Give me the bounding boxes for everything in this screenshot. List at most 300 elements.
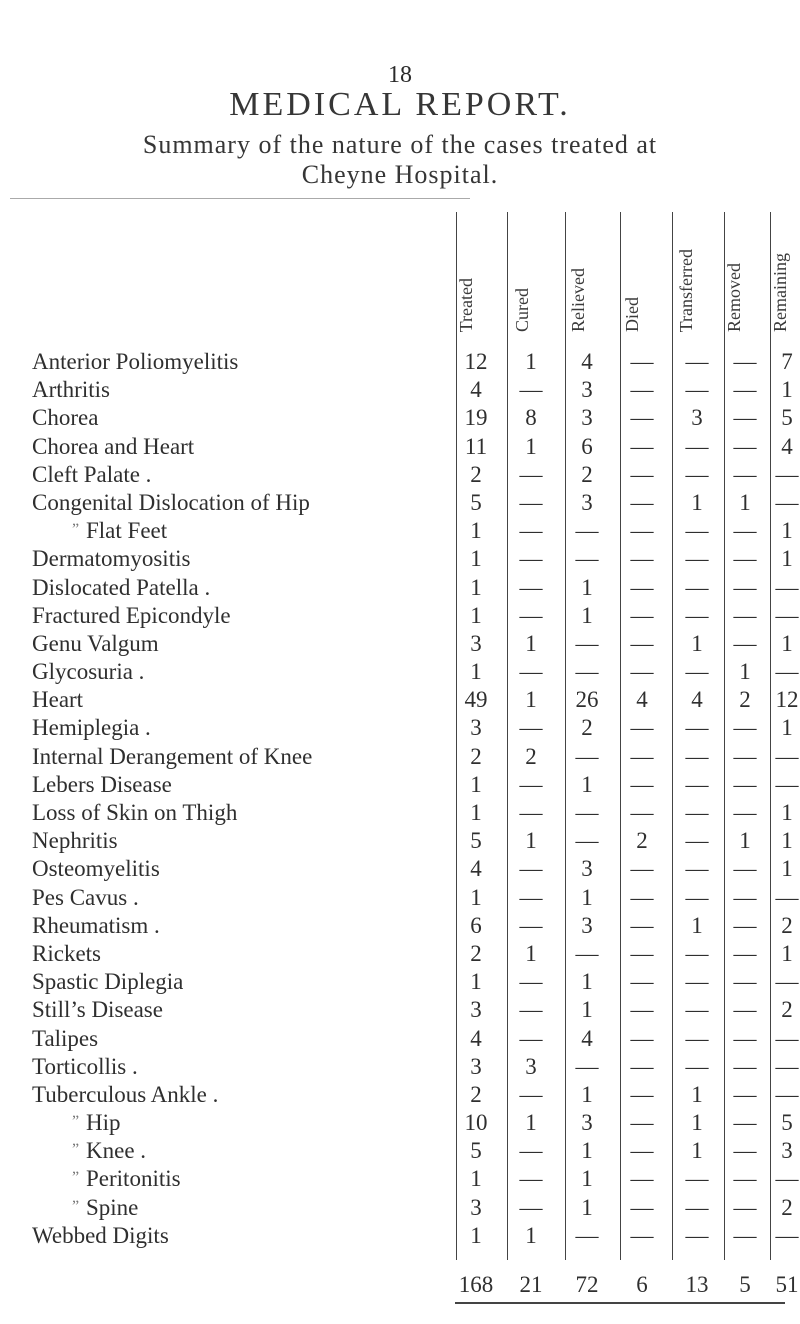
cell-cured: 1 bbox=[525, 687, 537, 713]
cell-relieved: 1 bbox=[581, 969, 593, 995]
table-row bbox=[0, 827, 800, 855]
cell-treated: 1 bbox=[470, 518, 482, 544]
cell-relieved: 3 bbox=[581, 1110, 593, 1136]
table-row bbox=[0, 433, 800, 461]
totals-row bbox=[0, 1270, 800, 1300]
cell-remaining: 1 bbox=[781, 546, 793, 572]
row-label: Nephritis bbox=[32, 828, 118, 854]
row-label: Heart bbox=[32, 687, 84, 713]
table-row bbox=[0, 1194, 800, 1222]
cell-removed: — bbox=[733, 1166, 757, 1192]
cell-remaining: 5 bbox=[781, 405, 793, 431]
row-label: Pes Cavus . bbox=[32, 884, 139, 910]
cell-removed: — bbox=[733, 969, 757, 995]
cell-treated: 1 bbox=[470, 1166, 482, 1192]
cell-cured: 1 bbox=[525, 630, 537, 656]
cell-cured: — bbox=[519, 771, 543, 797]
cell-transferred: — bbox=[685, 377, 709, 403]
table-row bbox=[0, 771, 800, 799]
cell-treated: 12 bbox=[464, 349, 488, 374]
table-row bbox=[0, 376, 800, 404]
row-label: Rickets bbox=[32, 940, 101, 966]
cell-treated: 6 bbox=[470, 912, 482, 938]
cell-transferred: 4 bbox=[691, 687, 703, 713]
cell-transferred: — bbox=[685, 884, 709, 910]
row-label: Rheumatism . bbox=[32, 912, 160, 938]
total-died: 6 bbox=[636, 1272, 648, 1297]
cell-remaining: 1 bbox=[781, 518, 793, 544]
cell-cured: — bbox=[519, 659, 543, 685]
row-label: Osteomyelitis bbox=[32, 856, 160, 882]
cell-treated: 3 bbox=[470, 997, 482, 1023]
row-label: Peritonitis bbox=[86, 1166, 181, 1192]
cell-cured: — bbox=[519, 602, 543, 628]
cell-died: — bbox=[630, 1166, 654, 1192]
cell-remaining: 12 bbox=[775, 687, 799, 713]
table-row bbox=[0, 714, 800, 742]
report-subtitle-line-1: Summary of the nature of the cases treated at bbox=[142, 130, 658, 159]
table-row bbox=[0, 968, 800, 996]
cell-treated: 3 bbox=[470, 1194, 482, 1220]
table-row bbox=[0, 855, 800, 883]
cell-relieved: 4 bbox=[581, 349, 593, 374]
row-label: Glycosuria . bbox=[32, 659, 145, 685]
cell-transferred: — bbox=[685, 715, 709, 741]
cell-cured: — bbox=[519, 1138, 543, 1164]
cell-cured: 2 bbox=[525, 743, 537, 769]
cell-treated: 1 bbox=[470, 546, 482, 572]
cell-remaining: 1 bbox=[781, 715, 793, 741]
cell-transferred: — bbox=[685, 546, 709, 572]
cell-transferred: — bbox=[685, 602, 709, 628]
row-label: Spastic Diplegia bbox=[32, 969, 184, 995]
cell-treated: 4 bbox=[470, 1025, 482, 1051]
cell-treated: 5 bbox=[470, 489, 482, 515]
cell-died: — bbox=[630, 1194, 654, 1220]
cell-relieved: — bbox=[575, 1222, 599, 1248]
cell-remaining: — bbox=[775, 884, 799, 910]
cell-removed: — bbox=[733, 433, 757, 459]
table-row bbox=[0, 658, 800, 686]
table-row bbox=[0, 1109, 800, 1137]
cell-died: — bbox=[630, 997, 654, 1023]
table-row bbox=[0, 912, 800, 940]
cell-transferred: 3 bbox=[691, 405, 703, 431]
row-label: Spine bbox=[86, 1194, 139, 1220]
cell-cured: — bbox=[519, 1194, 543, 1220]
cell-died: — bbox=[630, 659, 654, 685]
ditto-mark: ” bbox=[72, 1113, 80, 1131]
cell-cured: — bbox=[519, 574, 543, 600]
total-remaining: 51 bbox=[775, 1272, 799, 1297]
cell-died: — bbox=[630, 1138, 654, 1164]
cell-treated: 2 bbox=[470, 940, 482, 966]
row-label: Arthritis bbox=[32, 377, 110, 403]
cell-removed: — bbox=[733, 546, 757, 572]
cell-treated: 1 bbox=[470, 659, 482, 685]
cell-transferred: 1 bbox=[691, 1081, 703, 1107]
cell-removed: — bbox=[733, 377, 757, 403]
cell-remaining: 1 bbox=[781, 800, 793, 825]
total-removed: 5 bbox=[739, 1272, 751, 1297]
cell-cured: 1 bbox=[525, 349, 537, 374]
cell-died: — bbox=[630, 1110, 654, 1136]
column-header-removed: Removed bbox=[724, 263, 744, 332]
cell-remaining: 2 bbox=[781, 1194, 793, 1220]
cell-died: — bbox=[630, 800, 654, 825]
row-label: Hemiplegia . bbox=[32, 715, 151, 741]
column-header-died: Died bbox=[622, 297, 642, 332]
row-label: Congenital Dislocation of Hip bbox=[32, 489, 310, 515]
column-header-transferred: Transferred bbox=[676, 248, 696, 332]
row-label: Tuberculous Ankle . bbox=[32, 1081, 219, 1107]
cell-remaining: — bbox=[775, 489, 799, 515]
cell-removed: — bbox=[733, 630, 757, 656]
cell-removed: — bbox=[733, 997, 757, 1023]
row-label: Cleft Palate . bbox=[32, 461, 152, 487]
cell-removed: — bbox=[733, 856, 757, 882]
cell-relieved: 3 bbox=[581, 856, 593, 882]
cell-relieved: 3 bbox=[581, 377, 593, 403]
cell-transferred: — bbox=[685, 1222, 709, 1248]
cell-transferred: — bbox=[685, 828, 709, 854]
cell-relieved: 6 bbox=[581, 433, 593, 459]
cell-cured: — bbox=[519, 461, 543, 487]
row-label: Chorea and Heart bbox=[32, 433, 195, 459]
column-header-treated: Treated bbox=[456, 277, 476, 332]
table-row bbox=[0, 404, 800, 432]
cell-removed: — bbox=[733, 912, 757, 938]
cell-remaining: — bbox=[775, 574, 799, 600]
cell-remaining: 1 bbox=[781, 940, 793, 966]
cell-transferred: 1 bbox=[691, 1138, 703, 1164]
table-row bbox=[0, 1222, 800, 1250]
cell-remaining: 1 bbox=[781, 856, 793, 882]
cell-transferred: — bbox=[685, 743, 709, 769]
cell-transferred: — bbox=[685, 1166, 709, 1192]
cell-cured: — bbox=[519, 1081, 543, 1107]
cell-died: — bbox=[630, 630, 654, 656]
row-label: Anterior Poliomyelitis bbox=[32, 349, 239, 374]
page-number: 18 bbox=[388, 62, 412, 88]
cell-cured: — bbox=[519, 377, 543, 403]
cell-relieved: 3 bbox=[581, 912, 593, 938]
cell-transferred: — bbox=[685, 574, 709, 600]
cell-died: — bbox=[630, 969, 654, 995]
cell-treated: 1 bbox=[470, 969, 482, 995]
table-row bbox=[0, 574, 800, 602]
cell-transferred: — bbox=[685, 997, 709, 1023]
row-label: Fractured Epicondyle bbox=[32, 602, 231, 628]
cell-died: — bbox=[630, 433, 654, 459]
ditto-mark: ” bbox=[72, 1169, 80, 1187]
total-cured: 21 bbox=[519, 1272, 543, 1297]
cell-removed: — bbox=[733, 1222, 757, 1248]
cell-transferred: — bbox=[685, 771, 709, 797]
column-header-cured: Cured bbox=[512, 288, 532, 332]
cell-cured: — bbox=[519, 912, 543, 938]
table-row bbox=[0, 461, 800, 489]
cell-remaining: — bbox=[775, 1081, 799, 1107]
cell-treated: 1 bbox=[470, 884, 482, 910]
cell-remaining: 4 bbox=[781, 433, 793, 459]
cell-removed: — bbox=[733, 1081, 757, 1107]
row-label: Dermatomyositis bbox=[32, 546, 191, 572]
cell-remaining: 3 bbox=[781, 1138, 793, 1164]
cell-removed: — bbox=[733, 349, 757, 374]
cell-treated: 10 bbox=[464, 1110, 488, 1136]
cell-relieved: — bbox=[575, 659, 599, 685]
cell-transferred: — bbox=[685, 518, 709, 544]
cell-relieved: — bbox=[575, 800, 599, 825]
table-row bbox=[0, 1053, 800, 1081]
cell-died: — bbox=[630, 715, 654, 741]
cell-died: — bbox=[630, 856, 654, 882]
cell-remaining: — bbox=[775, 1222, 799, 1248]
column-header-relieved: Relieved bbox=[568, 268, 588, 332]
cell-treated: 4 bbox=[470, 856, 482, 882]
cell-removed: — bbox=[733, 405, 757, 431]
cell-cured: — bbox=[519, 1166, 543, 1192]
cell-removed: — bbox=[733, 1110, 757, 1136]
cell-cured: — bbox=[519, 518, 543, 544]
row-label: Dislocated Patella . bbox=[32, 574, 211, 600]
cell-relieved: 1 bbox=[581, 574, 593, 600]
cell-cured: — bbox=[519, 800, 543, 825]
cell-removed: — bbox=[733, 461, 757, 487]
cell-transferred: 1 bbox=[691, 630, 703, 656]
cell-treated: 2 bbox=[470, 743, 482, 769]
cell-remaining: 1 bbox=[781, 828, 793, 854]
cell-removed: 1 bbox=[739, 489, 751, 515]
cell-removed: — bbox=[733, 771, 757, 797]
cell-removed: — bbox=[733, 1194, 757, 1220]
cell-died: — bbox=[630, 489, 654, 515]
total-transferred: 13 bbox=[685, 1272, 709, 1297]
cell-treated: 19 bbox=[464, 405, 488, 431]
cell-remaining: — bbox=[775, 1053, 799, 1079]
cell-treated: 1 bbox=[470, 574, 482, 600]
cell-died: 2 bbox=[636, 828, 648, 854]
summary-table bbox=[0, 348, 800, 1250]
cell-remaining: — bbox=[775, 771, 799, 797]
cell-died: 4 bbox=[636, 687, 648, 713]
cell-died: — bbox=[630, 912, 654, 938]
table-row bbox=[0, 489, 800, 517]
report-subtitle-line-2: Cheyne Hospital. bbox=[301, 160, 499, 189]
table-row bbox=[0, 940, 800, 968]
cell-cured: 1 bbox=[525, 433, 537, 459]
cell-transferred: 1 bbox=[691, 912, 703, 938]
cell-treated: 3 bbox=[470, 715, 482, 741]
cell-cured: — bbox=[519, 1025, 543, 1051]
cell-relieved: 3 bbox=[581, 405, 593, 431]
row-label: Lebers Disease bbox=[32, 771, 172, 797]
row-label: Still’s Disease bbox=[32, 997, 163, 1023]
cell-treated: 1 bbox=[470, 771, 482, 797]
cell-cured: — bbox=[519, 969, 543, 995]
cell-transferred: 1 bbox=[691, 1110, 703, 1136]
row-label: Loss of Skin on Thigh bbox=[32, 800, 238, 825]
cell-died: — bbox=[630, 518, 654, 544]
cell-relieved: 1 bbox=[581, 1081, 593, 1107]
cell-remaining: 1 bbox=[781, 377, 793, 403]
cell-died: — bbox=[630, 771, 654, 797]
total-relieved: 72 bbox=[575, 1272, 599, 1297]
cell-removed: — bbox=[733, 518, 757, 544]
cell-cured: 1 bbox=[525, 1222, 537, 1248]
cell-relieved: 2 bbox=[581, 715, 593, 741]
cell-remaining: 2 bbox=[781, 912, 793, 938]
cell-relieved: 1 bbox=[581, 1138, 593, 1164]
cell-cured: 1 bbox=[525, 1110, 537, 1136]
cell-died: — bbox=[630, 602, 654, 628]
cell-treated: 49 bbox=[464, 687, 488, 713]
row-label: Flat Feet bbox=[86, 518, 168, 544]
cell-removed: — bbox=[733, 1138, 757, 1164]
cell-transferred: — bbox=[685, 800, 709, 825]
cell-relieved: 1 bbox=[581, 771, 593, 797]
cell-cured: — bbox=[519, 856, 543, 882]
cell-treated: 2 bbox=[470, 1081, 482, 1107]
row-label: Webbed Digits bbox=[32, 1222, 169, 1248]
cell-died: — bbox=[630, 1025, 654, 1051]
cell-died: — bbox=[630, 743, 654, 769]
cell-died: — bbox=[630, 1081, 654, 1107]
cell-treated: 1 bbox=[470, 1222, 482, 1248]
cell-relieved: 1 bbox=[581, 1194, 593, 1220]
cell-cured: — bbox=[519, 489, 543, 515]
cell-removed: — bbox=[733, 602, 757, 628]
cell-treated: 1 bbox=[470, 602, 482, 628]
cell-relieved: 26 bbox=[575, 687, 599, 713]
cell-remaining: — bbox=[775, 1025, 799, 1051]
table-row bbox=[0, 1081, 800, 1109]
cell-relieved: 4 bbox=[581, 1025, 593, 1051]
cell-relieved: 1 bbox=[581, 602, 593, 628]
cell-treated: 4 bbox=[470, 377, 482, 403]
cell-removed: — bbox=[733, 715, 757, 741]
cell-removed: — bbox=[733, 940, 757, 966]
cell-transferred: — bbox=[685, 856, 709, 882]
cell-died: — bbox=[630, 377, 654, 403]
cell-transferred: — bbox=[685, 349, 709, 374]
table-row bbox=[0, 602, 800, 630]
table-row bbox=[0, 1165, 800, 1193]
table-row bbox=[0, 884, 800, 912]
cell-treated: 5 bbox=[470, 828, 482, 854]
cell-relieved: 3 bbox=[581, 489, 593, 515]
cell-cured: — bbox=[519, 715, 543, 741]
cell-transferred: 1 bbox=[691, 489, 703, 515]
cell-remaining: — bbox=[775, 461, 799, 487]
cell-died: — bbox=[630, 546, 654, 572]
table-row bbox=[0, 545, 800, 573]
table-row bbox=[0, 1025, 800, 1053]
row-label: Torticollis . bbox=[32, 1053, 138, 1079]
table-row bbox=[0, 630, 800, 658]
table-row bbox=[0, 517, 800, 545]
ditto-mark: ” bbox=[72, 1141, 80, 1159]
cell-removed: 1 bbox=[739, 659, 751, 685]
row-label: Internal Derangement of Knee bbox=[32, 743, 313, 769]
cell-died: — bbox=[630, 461, 654, 487]
table-row bbox=[0, 799, 800, 827]
cell-transferred: — bbox=[685, 1025, 709, 1051]
cell-treated: 3 bbox=[470, 1053, 482, 1079]
cell-relieved: 1 bbox=[581, 1166, 593, 1192]
cell-relieved: — bbox=[575, 630, 599, 656]
cell-relieved: — bbox=[575, 743, 599, 769]
cell-remaining: — bbox=[775, 602, 799, 628]
row-label: Chorea bbox=[32, 405, 99, 431]
cell-treated: 5 bbox=[470, 1138, 482, 1164]
cell-cured: — bbox=[519, 546, 543, 572]
cell-relieved: — bbox=[575, 1053, 599, 1079]
cell-remaining: — bbox=[775, 1166, 799, 1192]
cell-cured: — bbox=[519, 884, 543, 910]
cell-transferred: — bbox=[685, 1194, 709, 1220]
cell-relieved: 1 bbox=[581, 997, 593, 1023]
ditto-mark: ” bbox=[72, 521, 80, 539]
cell-removed: — bbox=[733, 884, 757, 910]
cell-cured: 1 bbox=[525, 828, 537, 854]
cell-removed: — bbox=[733, 743, 757, 769]
cell-cured: 3 bbox=[525, 1053, 537, 1079]
cell-remaining: — bbox=[775, 969, 799, 995]
cell-treated: 1 bbox=[470, 800, 482, 825]
total-treated: 168 bbox=[458, 1272, 494, 1297]
cell-remaining: — bbox=[775, 743, 799, 769]
cell-relieved: — bbox=[575, 546, 599, 572]
cell-removed: — bbox=[733, 574, 757, 600]
table-row bbox=[0, 348, 800, 376]
row-label: Hip bbox=[86, 1110, 121, 1136]
cell-died: — bbox=[630, 1053, 654, 1079]
cell-cured: 8 bbox=[525, 405, 537, 431]
row-label: Knee . bbox=[86, 1138, 147, 1164]
cell-transferred: — bbox=[685, 940, 709, 966]
cell-remaining: 7 bbox=[781, 349, 793, 374]
cell-died: — bbox=[630, 405, 654, 431]
cell-died: — bbox=[630, 349, 654, 374]
cell-relieved: 1 bbox=[581, 884, 593, 910]
cell-treated: 2 bbox=[470, 461, 482, 487]
cell-remaining: — bbox=[775, 659, 799, 685]
cell-transferred: — bbox=[685, 1053, 709, 1079]
cell-removed: — bbox=[733, 1053, 757, 1079]
table-row bbox=[0, 743, 800, 771]
cell-treated: 3 bbox=[470, 630, 482, 656]
cell-died: — bbox=[630, 574, 654, 600]
cell-died: — bbox=[630, 884, 654, 910]
cell-removed: — bbox=[733, 800, 757, 825]
row-label: Talipes bbox=[32, 1025, 99, 1051]
cell-transferred: — bbox=[685, 659, 709, 685]
cell-remaining: 1 bbox=[781, 630, 793, 656]
report-title: MEDICAL REPORT. bbox=[229, 86, 571, 123]
cell-transferred: — bbox=[685, 433, 709, 459]
cell-died: — bbox=[630, 940, 654, 966]
cell-removed: 1 bbox=[739, 828, 751, 854]
table-row bbox=[0, 1137, 800, 1165]
cell-removed: 2 bbox=[739, 687, 751, 713]
cell-treated: 11 bbox=[464, 433, 488, 459]
cell-cured: 1 bbox=[525, 940, 537, 966]
cell-removed: — bbox=[733, 1025, 757, 1051]
cell-remaining: 5 bbox=[781, 1110, 793, 1136]
column-header-remaining: Remaining bbox=[770, 253, 790, 332]
